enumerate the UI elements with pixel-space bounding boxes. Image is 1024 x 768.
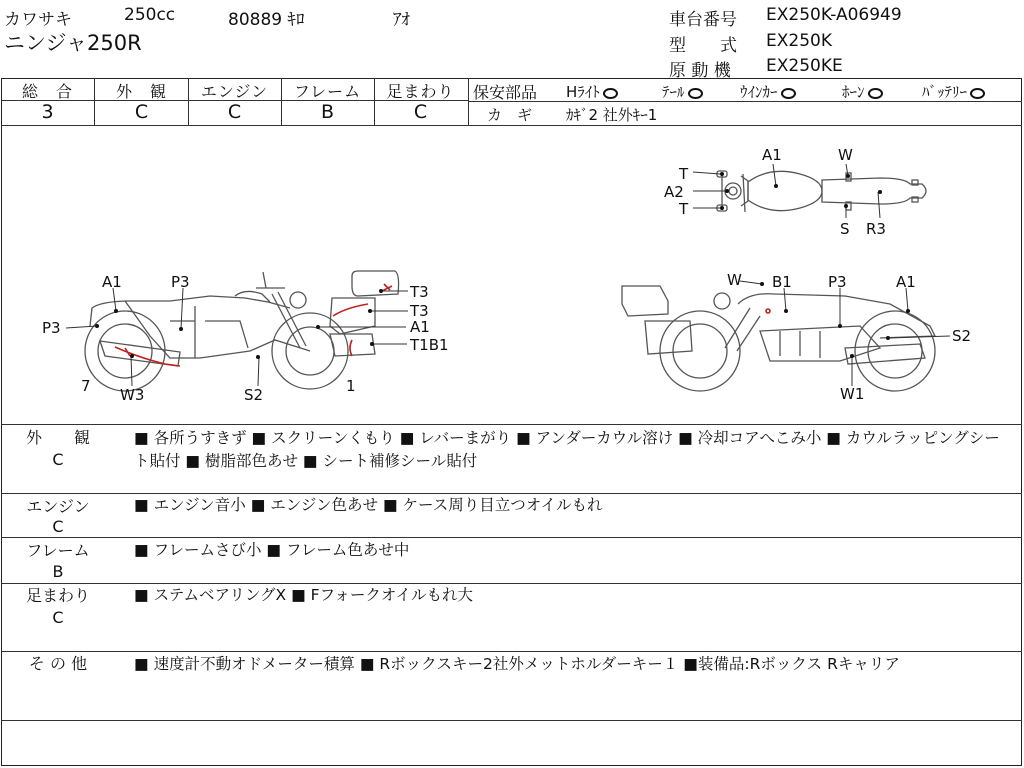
diagram-label: W (838, 146, 853, 164)
other-row-label: そ の 他 (28, 654, 88, 673)
diagram-label: S2 (244, 386, 264, 404)
headlight-label: Hﾗｲﾄ (566, 83, 600, 101)
safety-headlight (566, 81, 618, 102)
total-grade-value: 3 (41, 101, 54, 123)
engine-model-value: EX250KE (766, 56, 843, 76)
diagram-label: T3 (410, 302, 429, 320)
frame-grade-label: フレーム (293, 82, 362, 101)
ok-circle-icon (868, 88, 883, 99)
leader-lines (66, 164, 950, 386)
diagram-label: T (679, 200, 689, 218)
diagram-label: 7 (81, 377, 91, 395)
type-label: 型 式 (669, 36, 737, 56)
safety-battery (922, 81, 985, 102)
diagram-label: T1B1 (410, 336, 449, 354)
diagram-label: P3 (42, 319, 61, 337)
engine-grade-label: エンジン (200, 82, 269, 101)
diagram-label: A1 (102, 273, 122, 291)
diagram-label: B1 (772, 273, 792, 291)
engine-model-label: 原 動 機 (669, 61, 731, 81)
model-name: ニンジャ250R (4, 31, 142, 55)
suspension-grade-value: C (413, 101, 428, 123)
diagram-label: A1 (762, 146, 782, 164)
engine-grade-value: C (227, 101, 242, 123)
diagram-label: T (679, 165, 689, 183)
frame-grade-value: B (320, 101, 335, 123)
suspension-row-grade: C (52, 608, 64, 627)
exterior-row-label: 外 観 (25, 428, 90, 447)
frame-row-grade: B (52, 562, 64, 581)
mileage: 80889 ｷﾛ (228, 10, 305, 30)
damage-diagram (0, 126, 1024, 424)
frame-no: EX250K-A06949 (766, 5, 902, 25)
winker-label: ｳｲﾝｶｰ (740, 83, 778, 101)
diagram-label: A2 (664, 183, 684, 201)
divider (468, 78, 469, 125)
diagram-label: W3 (120, 386, 145, 404)
safety-tail (662, 81, 703, 102)
diagram-label: T3 (410, 283, 429, 301)
diagram-label: W1 (840, 385, 865, 403)
frame-row-label: フレーム (26, 541, 90, 560)
diagram-label: A1 (410, 318, 430, 336)
ok-circle-icon (781, 88, 796, 99)
frame-no-label: 車台番号 (669, 10, 737, 30)
divider (1, 537, 1022, 538)
diagram-label: S2 (952, 327, 972, 345)
type-value: EX250K (766, 31, 832, 51)
damage-points (95, 172, 910, 359)
suspension-row-label: 足まわり (25, 586, 90, 605)
safety-parts-label: 保安部品 (473, 83, 538, 102)
total-grade-label: 総 合 (21, 82, 73, 101)
exterior-row-grade: C (52, 450, 64, 469)
displacement: 250cc (124, 5, 176, 25)
diagram-label: P3 (171, 273, 190, 291)
body-color: ｱｵ (393, 10, 410, 30)
exterior-grade-value: C (134, 101, 149, 123)
battery-label: ﾊﾞｯﾃﾘｰ (922, 83, 968, 101)
top-view-outline (717, 171, 926, 212)
maker-name: カワサキ (4, 10, 72, 30)
exterior-grade-label: 外 観 (115, 82, 167, 101)
exterior-remarks: ■ 各所うすきず ■ スクリーンくもり ■ レバーまがり ■ アンダーカウル溶け ■ 冷却コアへこみ小 ■ カウルラッピングシート貼付 ■ 樹脂部色あせ ■ シート補修シール貼付 (134, 429, 1000, 470)
keys-label: カ ギ (487, 106, 533, 124)
engine-remarks: ■ エンジン音小 ■ エンジン色あせ ■ ケース周り目立つオイルもれ (134, 496, 603, 514)
suspension-remarks: ■ ステムベアリングX ■ Fフォークオイルもれ大 (134, 586, 474, 604)
diagram-label: S (840, 220, 850, 238)
divider (1, 720, 1022, 721)
diagram-label: W (727, 271, 742, 289)
diagram-label: 1 (346, 377, 356, 395)
tail-label: ﾃｰﾙ (662, 83, 685, 101)
engine-row-label: エンジン (26, 497, 90, 516)
divider (1, 424, 1022, 425)
frame-remarks: ■ フレームさび小 ■ フレーム色あせ中 (134, 541, 410, 559)
safety-horn (842, 81, 883, 102)
suspension-grade-label: 足まわり (386, 82, 455, 101)
diagram-label: A1 (896, 273, 916, 291)
ok-circle-icon (603, 88, 618, 99)
diagram-label: R3 (866, 220, 886, 238)
divider (1, 651, 1022, 652)
engine-row-grade: C (52, 517, 64, 536)
safety-winker (740, 81, 796, 102)
horn-label: ﾎｰﾝ (842, 83, 865, 101)
ok-circle-icon (688, 88, 703, 99)
other-remarks: ■ 速度計不動オドメーター積算 ■ Rボックスキー2社外メットホルダーキー１ ■装備品:Rボックス Rキャリア (134, 655, 900, 673)
keys-value: ｶｷﾞ2 社外ｷｰ1 (566, 106, 658, 124)
diagram-label: P3 (828, 273, 847, 291)
ok-circle-icon (970, 88, 985, 99)
